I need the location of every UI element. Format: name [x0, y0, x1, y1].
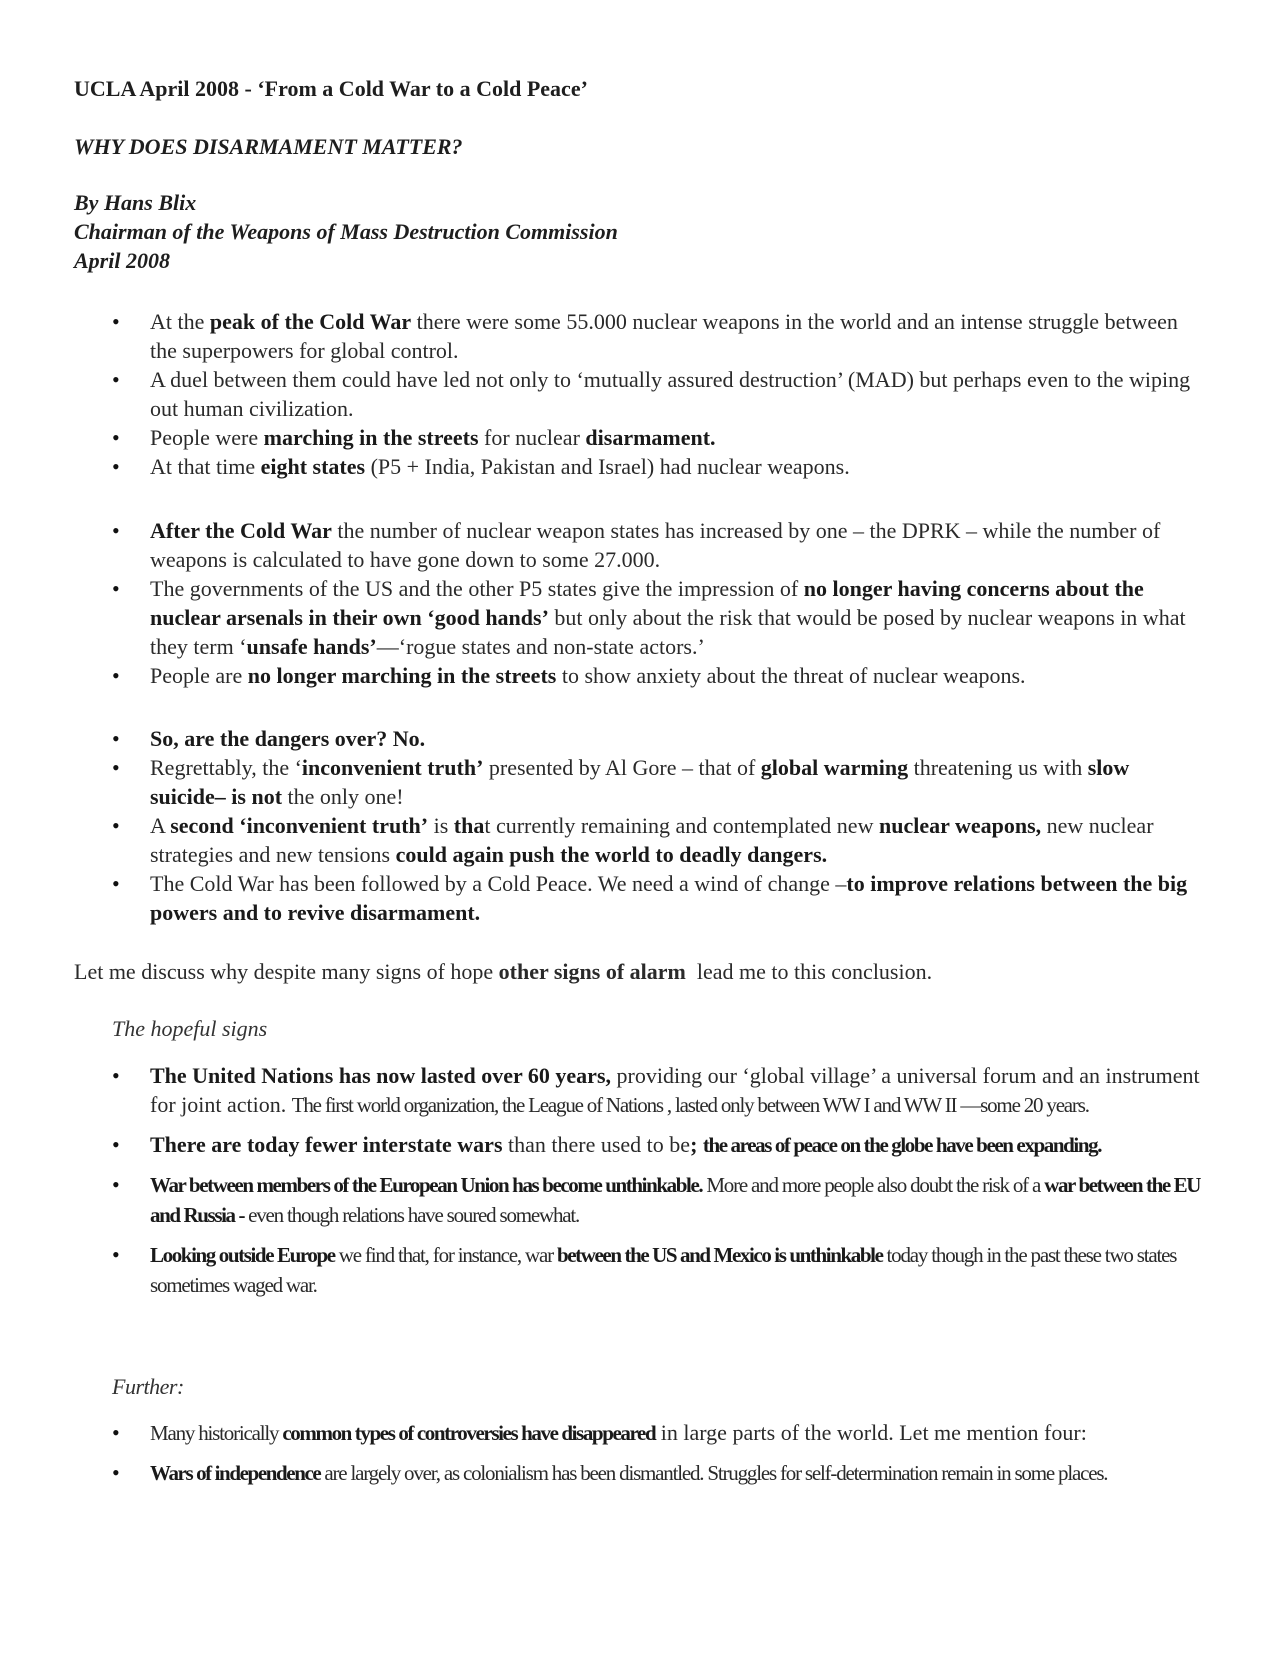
- list-item: • The governments of the US and the other P5 states give the impression of no longer having concerns about the nuclear arsenals in their own ‘good hands’ but only about the risk that would be posed by nuclear weapons in what they term ‘unsafe hands’—‘rogue states and non-state actors.’: [0, 574, 1206, 661]
- list-item: • So, are the dangers over? No.: [0, 724, 1206, 753]
- list-item: • Wars of independence are largely over, as colonialism has been dismantled. Struggles for self-determination remain in some places.: [0, 1458, 1206, 1488]
- after-cold-war-list: [0, 516, 1280, 690]
- list-item: • Regrettably, the ‘inconvenient truth’ presented by Al Gore – that of global warming threatening us with slow suicide– is not the only one!: [0, 753, 1206, 811]
- dangers-list: [0, 724, 1280, 927]
- list-item: • At the peak of the Cold War there were some 55.000 nuclear weapons in the world and an intense struggle between the superpowers for global control.: [0, 307, 1206, 365]
- hopeful-signs-list: [0, 1061, 1280, 1310]
- list-item: • After the Cold War the number of nuclear weapon states has increased by one – the DPRK – while the number of weapons is calculated to have gone down to some 27.000.: [0, 516, 1206, 574]
- document-title: UCLA April 2008 - ‘From a Cold War to a Cold Peace’: [74, 76, 588, 101]
- byline: [74, 188, 618, 275]
- list-item: • War between members of the European Union has become unthinkable. More and more people also doubt the risk of a war between the EU and Russia - even though relations have soured somewhat.: [0, 1170, 1206, 1230]
- author-role: Chairman of the Weapons of Mass Destruction Commission: [74, 219, 618, 244]
- list-item: • The United Nations has now lasted over 60 years, providing our ‘global village’ a universal forum and an instrument for joint action. The first world organization, the League of Nations , lasted only between WW I and WW II —some 20 years.: [0, 1061, 1206, 1120]
- discussion-paragraph: Let me discuss why despite many signs of hope other signs of alarm lead me to this conclusion.: [74, 959, 933, 984]
- document-date: April 2008: [74, 248, 170, 273]
- list-item: • There are today fewer interstate wars than there used to be; the areas of peace on the globe have been expanding.: [0, 1130, 1206, 1160]
- cold-war-list: [0, 307, 1280, 481]
- document-subtitle: WHY DOES DISARMAMENT MATTER?: [74, 134, 463, 159]
- further-list: [0, 1418, 1280, 1498]
- section-heading-hopeful-signs: The hopeful signs: [112, 1016, 268, 1041]
- list-item: • At that time eight states (P5 + India, Pakistan and Israel) had nuclear weapons.: [0, 452, 1206, 481]
- list-item: • Many historically common types of controversies have disappeared in large parts of the world. Let me mention four:: [0, 1418, 1206, 1448]
- list-item: • People were marching in the streets for nuclear disarmament.: [0, 423, 1206, 452]
- list-item: • A duel between them could have led not only to ‘mutually assured destruction’ (MAD) but perhaps even to the wiping out human civilization.: [0, 365, 1206, 423]
- section-heading-further: Further:: [112, 1374, 184, 1399]
- list-item: • A second ‘inconvenient truth’ is that currently remaining and contemplated new nuclear weapons, new nuclear strategies and new tensions could again push the world to deadly dangers.: [0, 811, 1206, 869]
- list-item: • People are no longer marching in the streets to show anxiety about the threat of nuclear weapons.: [0, 661, 1206, 690]
- list-item: • Looking outside Europe we find that, for instance, war between the US and Mexico is unthinkable today though in the past these two states sometimes waged war.: [0, 1240, 1206, 1300]
- author: By Hans Blix: [74, 190, 197, 215]
- list-item: • The Cold War has been followed by a Cold Peace. We need a wind of change –to improve relations between the big powers and to revive disarmament.: [0, 869, 1206, 927]
